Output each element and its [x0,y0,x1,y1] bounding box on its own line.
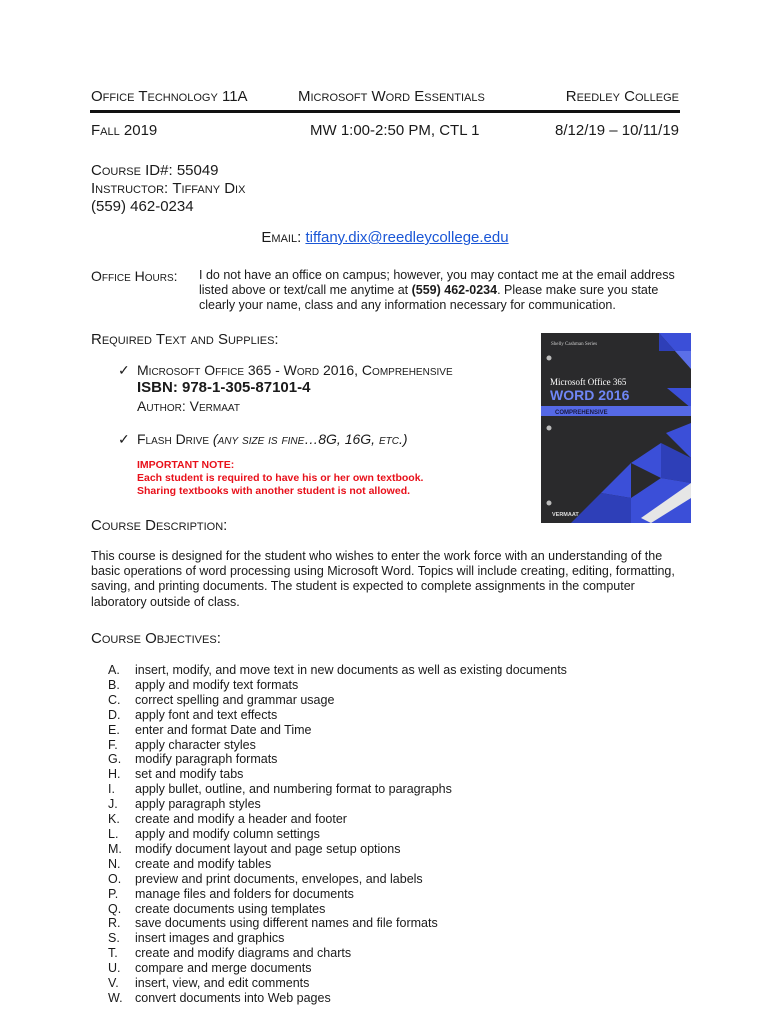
svg-text:VERMAAT: VERMAAT [552,512,579,518]
item-text: apply and modify text formats [135,677,299,692]
email-label: Email: [261,229,302,246]
item-letter: D. [108,707,121,722]
item-letter: G. [108,752,122,767]
list-item [108,991,567,1006]
list-item [108,708,567,723]
textbook-cover-image [541,333,691,523]
item-text: create and modify diagrams and charts [135,946,352,961]
course-id-line [91,161,219,180]
list-item [108,738,567,753]
office-hours-phone: (559) 462-0234 [411,283,498,297]
flash-drive-note: (any size is fine…8G, 16G, etc.) [212,431,408,447]
item-text: create documents using templates [135,901,326,916]
item-text: set and modify tabs [135,767,244,782]
item-text: create and modify tables [135,856,272,871]
course-subject: Microsoft Word Essentials [298,88,485,105]
course-dates: 8/12/19 – 10/11/19 [555,122,679,139]
course-description: This course is designed for the student who wishes to enter the work force with an understanding of the basic operations of word processing using Microsoft Word. Topics will include creating, editing, formatting, saving, and printing documents. The student is expected to complete assignments in the computer laboratory outside of class. [91,549,675,609]
list-item [108,767,567,782]
item-letter: K. [108,812,120,827]
svg-text:Shelly Cashman Series: Shelly Cashman Series [551,342,598,347]
item-text: modify document layout and page setup options [135,841,401,856]
textbook-isbn: ISBN: 978-1-305-87101-4 [137,379,311,396]
instructor-name: Tiffany Dix [172,180,246,197]
course-code: Office Technology 11A [91,88,248,105]
email-line [0,229,770,246]
office-hours-text [199,268,689,313]
item-text: convert documents into Web pages [135,990,331,1005]
college-name: Reedley College [565,88,679,105]
item-letter: F. [108,737,118,752]
cover-pattern-icon [541,333,691,523]
item-text: apply bullet, outline, and numbering format to paragraphs [135,782,452,797]
office-hours-text-b: . Please make sure you state clearly your name, class and any information necessary for communication. [199,283,659,312]
objectives-list [108,663,567,1006]
item-text: insert, modify, and move text in new documents as well as existing documents [135,663,567,677]
list-item [108,842,567,857]
office-hours-label: Office Hours: [91,268,178,284]
list-item [108,857,567,872]
item-letter: E. [108,722,120,737]
item-letter: B. [108,677,120,692]
objectives-title: Course Objectives: [91,630,221,647]
description-title: Course Description: [91,517,228,534]
item-text: compare and merge documents [135,961,312,976]
header-divider [90,110,680,113]
item-letter: N. [108,856,121,871]
list-item [108,916,567,931]
item-text: insert, view, and edit comments [135,976,310,991]
item-letter: S. [108,931,120,946]
item-letter: I. [108,782,115,797]
item-text: correct spelling and grammar usage [135,692,335,707]
item-text: apply character styles [135,737,256,752]
item-letter: Q. [108,901,122,916]
item-letter: O. [108,871,122,886]
item-letter: C. [108,692,121,707]
office-hours-text-a: I do not have an office on campus; however, you may contact me at the email address listed above or text/call me anytime at [199,268,675,297]
list-item [108,723,567,738]
important-note-heading: IMPORTANT NOTE: [137,459,235,471]
list-item [108,782,567,797]
list-item [108,827,567,842]
item-text: modify paragraph formats [135,752,278,767]
list-item [108,946,567,961]
important-note-line2: Sharing textbooks with another student is not allowed. [137,485,411,497]
textbook-author: Author: Vermaat [137,398,240,414]
item-text: save documents using different names and file formats [135,916,438,931]
instructor-line [91,179,245,198]
item-letter: V. [108,976,119,991]
course-id-label: Course ID#: [91,162,173,179]
list-item [108,797,567,812]
item-letter: L. [108,826,119,841]
svg-text:Microsoft Office 365: Microsoft Office 365 [550,377,627,387]
list-item [108,812,567,827]
item-text: apply paragraph styles [135,797,261,812]
item-text: preview and print documents, envelopes, and labels [135,871,423,886]
check-icon: ✓ [118,362,130,378]
list-item [108,678,567,693]
item-letter: T. [108,946,118,961]
item-text: enter and format Date and Time [135,722,312,737]
item-text: apply font and text effects [135,707,278,722]
important-note-line1: Each student is required to have his or her own textbook. [137,472,424,484]
item-text: apply and modify column settings [135,826,320,841]
check-icon: ✓ [118,431,130,447]
important-note [137,459,423,498]
course-id: 55049 [176,162,219,179]
svg-text:COMPREHENSIVE: COMPREHENSIVE [555,410,608,416]
list-item [108,961,567,976]
flash-drive-item [137,431,408,447]
item-letter: P. [108,886,119,901]
item-text: insert images and graphics [135,931,285,946]
list-item [108,693,567,708]
supplies-title: Required Text and Supplies: [91,331,279,348]
list-item [108,931,567,946]
instructor-phone: (559) 462-0234 [91,198,194,215]
item-letter: J. [108,797,118,812]
list-item [108,902,567,917]
list-item [108,663,567,678]
list-item [108,872,567,887]
list-item [108,887,567,902]
list-item [108,976,567,991]
textbook-title: Microsoft Office 365 - Word 2016, Comprehensive [137,362,453,378]
item-text: manage files and folders for documents [135,886,354,901]
item-letter: H. [108,767,121,782]
instructor-label: Instructor: [91,180,169,197]
term: Fall 2019 [91,122,158,139]
item-text: create and modify a header and footer [135,812,347,827]
item-letter: W. [108,990,123,1005]
flash-drive-title: Flash Drive [137,431,210,447]
item-letter: A. [108,663,120,677]
email-link[interactable]: tiffany.dix@reedleycollege.edu [305,229,509,246]
svg-text:WORD 2016: WORD 2016 [550,387,630,403]
schedule: MW 1:00-2:50 PM, CTL 1 [310,122,480,139]
item-letter: M. [108,841,122,856]
list-item [108,752,567,767]
item-letter: R. [108,916,121,931]
item-letter: U. [108,961,121,976]
